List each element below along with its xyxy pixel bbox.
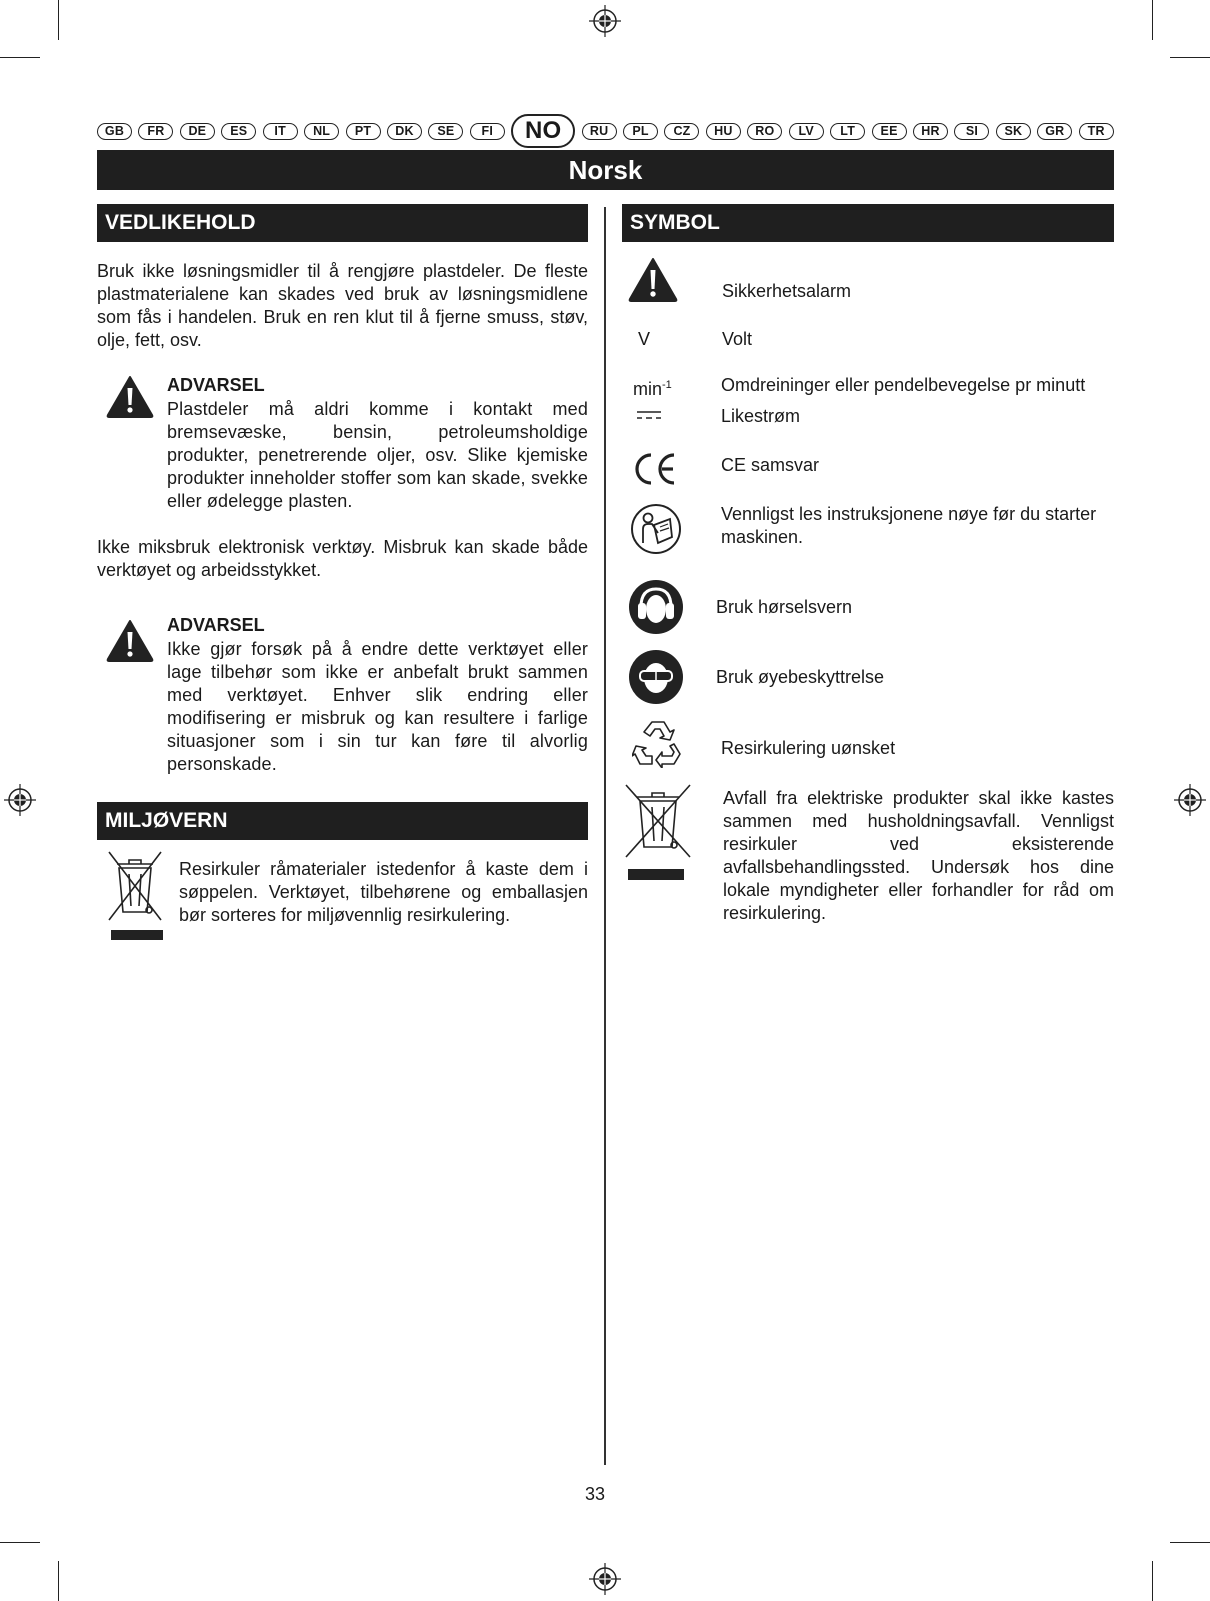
symbol-label-base: min [633, 379, 663, 399]
symbol-heading: SYMBOL [622, 204, 1114, 242]
lang-badge: NL [304, 123, 339, 140]
lang-badge: PT [346, 123, 381, 140]
symbol-text: Vennligst les instruksjonene nøye før du starter maskinen. [721, 504, 1097, 547]
lang-badge: HR [913, 123, 948, 140]
ce-mark-icon [632, 452, 678, 486]
symbol-text: CE samsvar [721, 455, 820, 475]
symbol-text: Volt [722, 329, 753, 349]
misuse-text: Ikke miksbruk elektronisk verktøy. Misbruk kan skade både verktøyet og arbeidsstykket. [97, 537, 588, 580]
symbol-text: Bruk hørselsvern [716, 597, 853, 617]
registration-mark-icon [589, 5, 621, 37]
crop-mark [1170, 57, 1210, 58]
lang-badge: LV [789, 123, 824, 140]
crop-mark [58, 1561, 59, 1601]
warning-title: ADVARSEL [167, 615, 265, 635]
lang-badge: EE [872, 123, 907, 140]
symbol-text: Likestrøm [721, 406, 801, 426]
lang-badge: PL [623, 123, 658, 140]
language-selector [97, 113, 1114, 149]
lang-badge: LT [830, 123, 865, 140]
lang-badge: DE [180, 123, 215, 140]
crop-mark [1152, 0, 1153, 40]
lang-badge-active: NO [511, 114, 575, 148]
maintenance-heading: VEDLIKEHOLD [97, 204, 588, 242]
lang-badge: ES [221, 123, 256, 140]
symbol-text: Avfall fra elektriske produkter skal ikke kastes sammen med husholdningsavfall. Vennligst resirkuler ved eksisterende avfallsbehandlingssted. Undersøk hos dine lokale myndigheter eller forhandler for råd om resirkulering. [723, 788, 1114, 923]
warning-title: ADVARSEL [167, 375, 265, 395]
lang-badge: IT [263, 123, 298, 140]
direct-current-icon [636, 408, 662, 422]
registration-mark-icon [4, 784, 36, 816]
column-divider [604, 207, 606, 1465]
crop-mark [58, 0, 59, 40]
lang-badge: GB [97, 123, 132, 140]
registration-mark-icon [589, 1563, 621, 1595]
crop-mark [0, 1542, 40, 1543]
symbol-text: Sikkerhetsalarm [722, 281, 852, 301]
weee-bin-icon [624, 783, 694, 883]
warning-text: Ikke gjør forsøk på å endre dette verktøyet eller lage tilbehør som ikke er anbefalt brukt sammen med verktøyet. Enhver slik endring eller modifisering er misbruk og kan resultere i farlige situasjoner som i sin tur kan føre til alvorlig personskade. [167, 639, 588, 774]
symbol-text: Omdreininger eller pendelbevegelse pr minutt [721, 375, 1086, 395]
warning-text: Plastdeler må aldri komme i kontakt med bremsevæske, bensin, petroleumsholdige produkter, penetrerende oljer, osv. Slike kjemiske produkter inneholder stoffer som kan skade, svekke eller ødelegge plasten. [167, 399, 588, 511]
lang-badge: FR [138, 123, 173, 140]
lang-badge: DK [387, 123, 422, 140]
crop-mark [1152, 1561, 1153, 1601]
lang-badge: CZ [664, 123, 699, 140]
warning-triangle-icon [627, 256, 679, 302]
symbol-label [633, 374, 672, 401]
recycle-icon [632, 718, 684, 768]
symbol-text: Bruk øyebeskyttrelse [716, 667, 885, 687]
read-manual-icon [630, 503, 682, 555]
lang-badge: HU [706, 123, 741, 140]
lang-badge: RO [747, 123, 782, 140]
warning-triangle-icon [105, 374, 155, 418]
environment-text: Resirkuler råmaterialer istedenfor å kaste dem i søppelen. Verktøyet, tilbehørene og emballasjen bør sorteres for miljøvennlig resirkulering. [179, 859, 588, 925]
lang-badge: TR [1079, 123, 1114, 140]
symbol-label-sup: -1 [662, 379, 672, 391]
crop-mark [1170, 1542, 1210, 1543]
eye-protection-icon [628, 649, 684, 705]
registration-mark-icon [1174, 784, 1206, 816]
weee-bin-icon [105, 850, 165, 944]
lang-badge: GR [1037, 123, 1072, 140]
lang-badge: FI [470, 123, 505, 140]
page-number: 33 [585, 1484, 606, 1504]
symbol-text: Resirkulering uønsket [721, 738, 896, 758]
lang-badge: SK [996, 123, 1031, 140]
warning-triangle-icon [105, 618, 155, 662]
lang-badge: RU [582, 123, 617, 140]
ear-protection-icon [628, 579, 684, 635]
page-title: Norsk [97, 150, 1114, 190]
symbol-label: V [638, 329, 651, 349]
environment-heading: MILJØVERN [97, 802, 588, 840]
crop-mark [0, 57, 40, 58]
maintenance-intro: Bruk ikke løsningsmidler til å rengjøre plastdeler. De fleste plastmaterialene kan skades ved bruk av løsningsmidlene som fås i handelen. Bruk en ren klut til å fjerne smuss, støv, olje, fett, osv. [97, 261, 588, 350]
lang-badge: SI [954, 123, 989, 140]
lang-badge: SE [428, 123, 463, 140]
